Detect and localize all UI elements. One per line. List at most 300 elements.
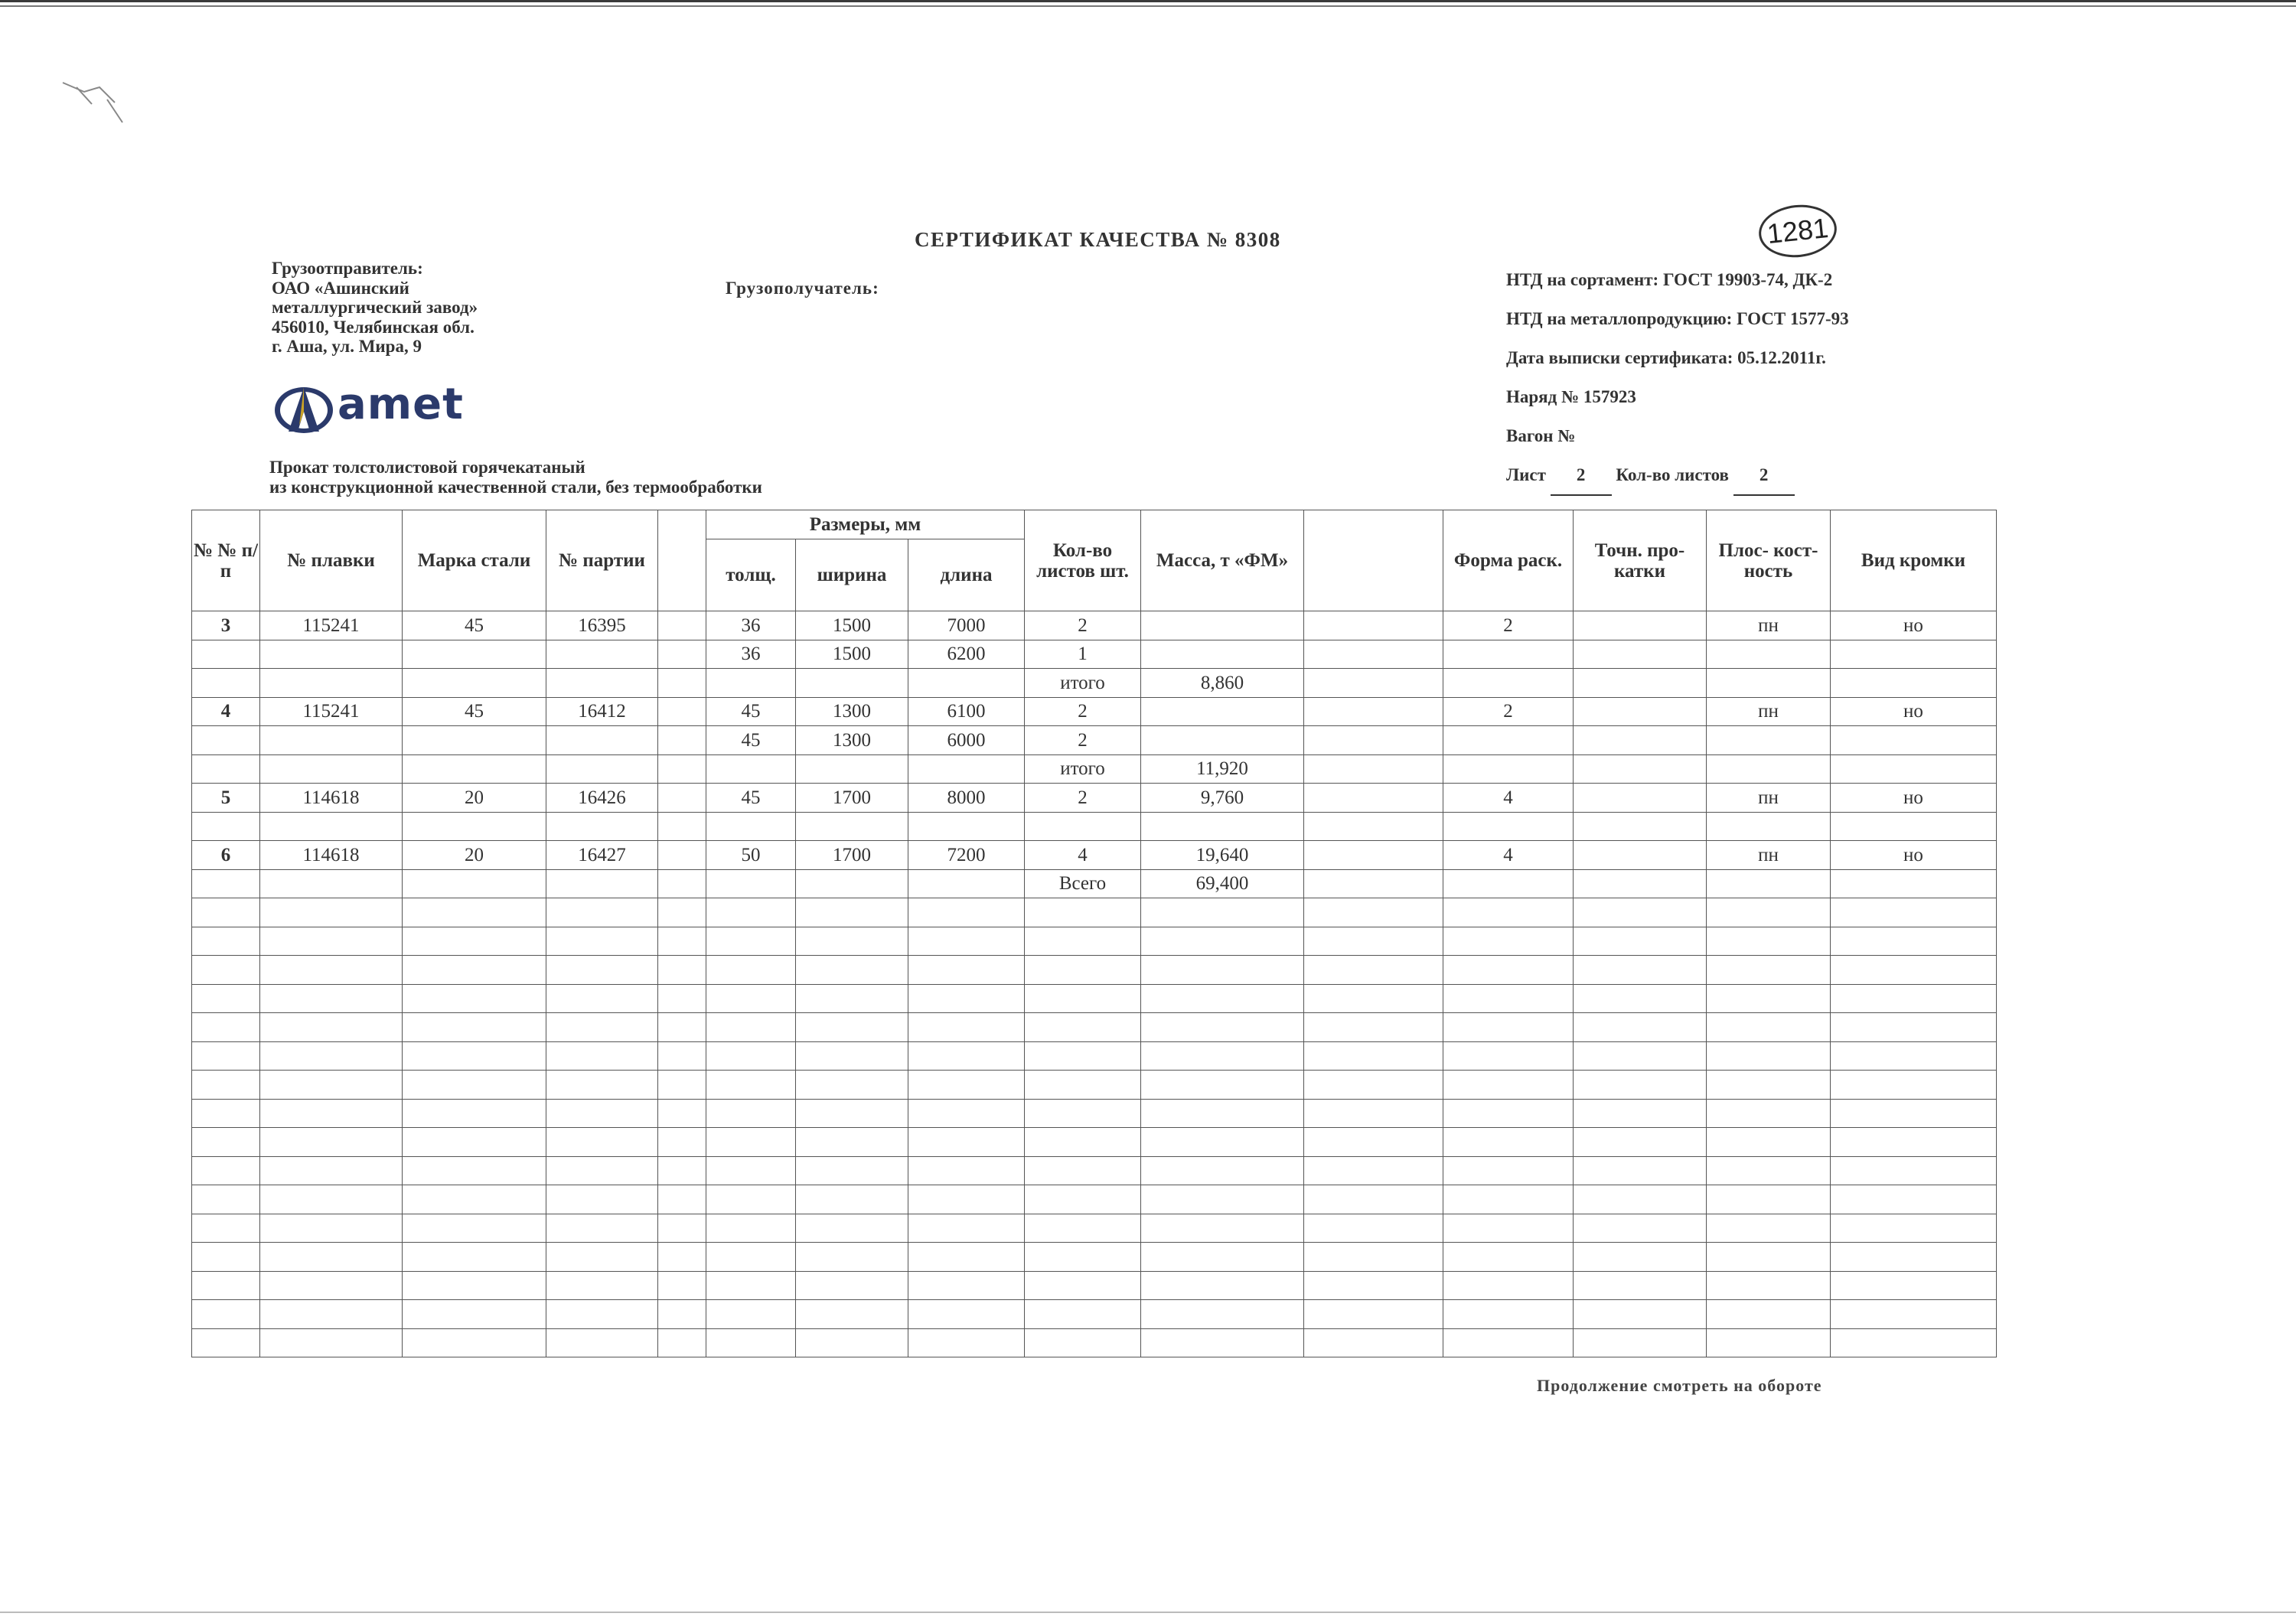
empty-cell — [658, 1185, 706, 1214]
empty-cell — [1443, 1071, 1574, 1100]
empty-cell — [546, 1185, 658, 1214]
empty-row — [192, 1328, 1997, 1357]
empty-cell — [908, 1271, 1025, 1300]
empty-cell — [1574, 1271, 1707, 1300]
empty-cell — [1141, 1300, 1304, 1329]
empty-cell — [192, 984, 260, 1013]
empty-row — [192, 1013, 1997, 1042]
sheets-count-value: 2 — [1733, 455, 1795, 496]
cell-heat — [260, 812, 403, 841]
cell-num — [192, 669, 260, 698]
empty-cell — [706, 1328, 796, 1357]
empty-row — [192, 1214, 1997, 1243]
cell-qty: 2 — [1025, 784, 1141, 813]
empty-cell — [260, 1041, 403, 1071]
table-row — [192, 697, 1997, 726]
empty-cell — [796, 1300, 908, 1329]
cell-num — [192, 726, 260, 755]
empty-cell — [908, 1214, 1025, 1243]
empty-cell — [546, 1099, 658, 1128]
empty-cell — [1707, 1013, 1831, 1042]
empty-cell — [546, 1013, 658, 1042]
empty-row — [192, 984, 1997, 1013]
empty-cell — [1574, 1041, 1707, 1071]
shipper-line4: г. Аша, ул. Мира, 9 — [272, 337, 422, 356]
cell-blank — [1304, 669, 1443, 698]
empty-cell — [796, 956, 908, 985]
empty-cell — [658, 1013, 706, 1042]
scan-artifact-scribble — [61, 77, 130, 130]
empty-cell — [1707, 1099, 1831, 1128]
empty-cell — [1574, 927, 1707, 956]
cell-width: 1700 — [796, 841, 908, 870]
empty-cell — [796, 1243, 908, 1272]
cell-flatness — [1707, 812, 1831, 841]
sheets-count-label: Кол-во листов — [1616, 465, 1729, 484]
empty-cell — [1141, 984, 1304, 1013]
empty-cell — [1304, 1128, 1443, 1157]
cell-precision — [1574, 669, 1707, 698]
empty-cell — [260, 898, 403, 927]
empty-cell — [546, 956, 658, 985]
header-form: Форма раск. — [1443, 510, 1574, 611]
empty-cell — [796, 1099, 908, 1128]
header-dimensions: Размеры, мм — [706, 510, 1025, 539]
empty-cell — [796, 898, 908, 927]
empty-cell — [260, 1071, 403, 1100]
empty-cell — [1707, 1156, 1831, 1185]
empty-cell — [1443, 898, 1574, 927]
empty-cell — [1443, 956, 1574, 985]
cell-precision — [1574, 726, 1707, 755]
empty-cell — [706, 1013, 796, 1042]
empty-cell — [706, 1271, 796, 1300]
cell-blank — [1304, 869, 1443, 898]
empty-cell — [908, 1156, 1025, 1185]
header-blank-1 — [658, 510, 706, 611]
header-flatness: Плос- кост- ность — [1707, 510, 1831, 611]
empty-row — [192, 1243, 1997, 1272]
cell-batch — [546, 669, 658, 698]
empty-cell — [1574, 898, 1707, 927]
empty-cell — [1025, 1071, 1141, 1100]
empty-cell — [1304, 927, 1443, 956]
empty-cell — [706, 927, 796, 956]
empty-cell — [260, 1128, 403, 1157]
cell-length — [908, 669, 1025, 698]
cell-blank — [658, 726, 706, 755]
empty-cell — [1304, 1041, 1443, 1071]
cell-thickness: 36 — [706, 640, 796, 669]
empty-cell — [908, 1185, 1025, 1214]
empty-cell — [192, 1013, 260, 1042]
amet-logo-icon — [273, 383, 334, 436]
empty-cell — [192, 956, 260, 985]
empty-cell — [658, 1156, 706, 1185]
empty-cell — [1304, 984, 1443, 1013]
empty-cell — [658, 1243, 706, 1272]
cell-mass: 8,860 — [1141, 669, 1304, 698]
ntd-metal: НТД на металлопродукцию: ГОСТ 1577-93 — [1506, 309, 1849, 328]
cell-grade — [403, 754, 546, 784]
empty-cell — [796, 1071, 908, 1100]
cell-num — [192, 640, 260, 669]
cell-blank — [658, 640, 706, 669]
cell-heat — [260, 669, 403, 698]
empty-cell — [192, 1185, 260, 1214]
empty-cell — [546, 1128, 658, 1157]
empty-cell — [796, 1328, 908, 1357]
empty-cell — [658, 1328, 706, 1357]
cell-qty: 2 — [1025, 697, 1141, 726]
cell-heat: 115241 — [260, 697, 403, 726]
empty-cell — [1141, 1128, 1304, 1157]
empty-cell — [706, 1071, 796, 1100]
cell-blank — [658, 697, 706, 726]
empty-cell — [706, 984, 796, 1013]
empty-cell — [546, 927, 658, 956]
cell-qty: 2 — [1025, 611, 1141, 640]
table-row — [192, 784, 1997, 813]
empty-cell — [260, 1300, 403, 1329]
order-number: Наряд № 157923 — [1506, 387, 1636, 406]
header-width: ширина — [796, 539, 908, 611]
empty-cell — [908, 1128, 1025, 1157]
cell-thickness: 45 — [706, 784, 796, 813]
empty-cell — [260, 956, 403, 985]
cell-qty — [1025, 812, 1141, 841]
cell-length: 7200 — [908, 841, 1025, 870]
empty-cell — [1304, 1300, 1443, 1329]
cell-blank — [1304, 841, 1443, 870]
empty-cell — [546, 984, 658, 1013]
empty-cell — [1141, 898, 1304, 927]
sheet-info — [1506, 455, 1849, 496]
empty-cell — [403, 1185, 546, 1214]
cell-thickness: 36 — [706, 611, 796, 640]
right-info-block — [1506, 260, 1849, 496]
empty-cell — [1574, 984, 1707, 1013]
cell-mass: 11,920 — [1141, 754, 1304, 784]
empty-row — [192, 1099, 1997, 1128]
empty-cell — [706, 1214, 796, 1243]
cell-length: 8000 — [908, 784, 1025, 813]
shipper-line2: металлургический завод» — [272, 298, 478, 317]
cell-edge — [1831, 754, 1997, 784]
cell-precision — [1574, 640, 1707, 669]
cell-grade: 45 — [403, 697, 546, 726]
cell-grade — [403, 726, 546, 755]
empty-cell — [1707, 1300, 1831, 1329]
cell-width — [796, 812, 908, 841]
empty-cell — [908, 984, 1025, 1013]
empty-cell — [1304, 1214, 1443, 1243]
empty-cell — [192, 1041, 260, 1071]
empty-cell — [1141, 1013, 1304, 1042]
cell-batch — [546, 812, 658, 841]
empty-cell — [1025, 956, 1141, 985]
empty-cell — [1025, 984, 1141, 1013]
empty-cell — [546, 898, 658, 927]
empty-cell — [908, 1013, 1025, 1042]
cell-blank — [658, 812, 706, 841]
empty-cell — [1025, 1099, 1141, 1128]
empty-cell — [1707, 1328, 1831, 1357]
cell-length — [908, 754, 1025, 784]
empty-cell — [403, 1243, 546, 1272]
empty-row — [192, 927, 1997, 956]
empty-cell — [1141, 1328, 1304, 1357]
empty-cell — [260, 1013, 403, 1042]
empty-cell — [1574, 1099, 1707, 1128]
empty-cell — [403, 1214, 546, 1243]
cell-edge — [1831, 640, 1997, 669]
empty-cell — [192, 1156, 260, 1185]
table-row — [192, 669, 1997, 698]
empty-cell — [260, 1185, 403, 1214]
header-num: № № п/п — [192, 510, 260, 611]
cell-num: 5 — [192, 784, 260, 813]
cell-flatness — [1707, 869, 1831, 898]
empty-cell — [706, 1099, 796, 1128]
empty-cell — [1574, 1128, 1707, 1157]
empty-cell — [1141, 1099, 1304, 1128]
cell-edge — [1831, 869, 1997, 898]
empty-cell — [908, 956, 1025, 985]
cell-blank — [658, 754, 706, 784]
header-edge: Вид кромки — [1831, 510, 1997, 611]
empty-cell — [192, 1128, 260, 1157]
empty-cell — [706, 1243, 796, 1272]
empty-cell — [260, 1214, 403, 1243]
empty-cell — [403, 1099, 546, 1128]
cell-width — [796, 669, 908, 698]
cell-blank — [658, 611, 706, 640]
cell-heat: 114618 — [260, 784, 403, 813]
product-line2: из конструкционной качественной стали, без термообработки — [269, 477, 762, 497]
empty-cell — [1443, 1185, 1574, 1214]
empty-cell — [1443, 927, 1574, 956]
empty-row — [192, 1071, 1997, 1100]
cell-batch — [546, 726, 658, 755]
empty-cell — [1304, 1328, 1443, 1357]
cell-flatness — [1707, 754, 1831, 784]
header-thickness: толщ. — [706, 539, 796, 611]
cell-qty: итого — [1025, 754, 1141, 784]
cell-grade — [403, 640, 546, 669]
empty-cell — [192, 898, 260, 927]
empty-cell — [1831, 1156, 1997, 1185]
cell-blank — [1304, 697, 1443, 726]
empty-cell — [546, 1041, 658, 1071]
cell-blank — [658, 841, 706, 870]
cell-precision — [1574, 812, 1707, 841]
issue-date: Дата выписки сертификата: 05.12.2011г. — [1506, 348, 1826, 367]
cell-width: 1500 — [796, 640, 908, 669]
cell-num: 4 — [192, 697, 260, 726]
cell-qty: Всего — [1025, 869, 1141, 898]
empty-cell — [706, 898, 796, 927]
empty-cell — [658, 1041, 706, 1071]
cell-batch: 16426 — [546, 784, 658, 813]
cell-num — [192, 754, 260, 784]
cell-form — [1443, 726, 1574, 755]
empty-row — [192, 898, 1997, 927]
shipper-line3: 456010, Челябинская обл. — [272, 317, 475, 337]
empty-cell — [908, 1071, 1025, 1100]
cell-blank — [1304, 726, 1443, 755]
cell-form — [1443, 669, 1574, 698]
empty-cell — [1443, 1328, 1574, 1357]
cell-precision — [1574, 611, 1707, 640]
empty-cell — [706, 1128, 796, 1157]
empty-cell — [546, 1328, 658, 1357]
header-qty: Кол-во листов шт. — [1025, 510, 1141, 611]
empty-cell — [1025, 1328, 1141, 1357]
empty-cell — [1707, 1243, 1831, 1272]
table-body — [192, 611, 1997, 1357]
empty-cell — [1831, 1243, 1997, 1272]
empty-cell — [1141, 1071, 1304, 1100]
empty-cell — [1443, 1041, 1574, 1071]
ntd-sortament: НТД на сортамент: ГОСТ 19903-74, ДК-2 — [1506, 270, 1833, 289]
empty-cell — [403, 898, 546, 927]
empty-cell — [1831, 927, 1997, 956]
header-precision: Точн. про- катки — [1574, 510, 1707, 611]
empty-cell — [658, 1099, 706, 1128]
empty-cell — [1304, 1071, 1443, 1100]
empty-cell — [1025, 1128, 1141, 1157]
cell-thickness — [706, 669, 796, 698]
empty-cell — [546, 1071, 658, 1100]
empty-cell — [1443, 984, 1574, 1013]
cell-edge — [1831, 726, 1997, 755]
logo-text: amet — [338, 380, 464, 429]
cell-thickness: 45 — [706, 726, 796, 755]
cell-edge: но — [1831, 697, 1997, 726]
empty-cell — [1574, 1185, 1707, 1214]
amet-logo — [273, 380, 518, 436]
header-heat: № плавки — [260, 510, 403, 611]
empty-cell — [1443, 1099, 1574, 1128]
empty-cell — [260, 984, 403, 1013]
cell-blank — [658, 869, 706, 898]
empty-cell — [1141, 1156, 1304, 1185]
certificate-title: СЕРТИФИКАТ КАЧЕСТВА № 8308 — [915, 228, 1281, 251]
cell-length — [908, 869, 1025, 898]
cell-length: 7000 — [908, 611, 1025, 640]
cell-form: 2 — [1443, 611, 1574, 640]
cell-thickness — [706, 869, 796, 898]
empty-cell — [192, 927, 260, 956]
empty-cell — [192, 1071, 260, 1100]
cell-form: 2 — [1443, 697, 1574, 726]
cell-grade — [403, 869, 546, 898]
cell-edge — [1831, 669, 1997, 698]
empty-cell — [1831, 898, 1997, 927]
empty-cell — [1831, 1271, 1997, 1300]
empty-cell — [1304, 1185, 1443, 1214]
empty-cell — [1831, 1099, 1997, 1128]
empty-cell — [1141, 1214, 1304, 1243]
empty-cell — [260, 1099, 403, 1128]
empty-cell — [546, 1300, 658, 1329]
cell-flatness — [1707, 640, 1831, 669]
cell-flatness: пн — [1707, 784, 1831, 813]
cell-width: 1500 — [796, 611, 908, 640]
cell-batch: 16395 — [546, 611, 658, 640]
empty-cell — [1707, 1071, 1831, 1100]
empty-cell — [1707, 898, 1831, 927]
empty-cell — [1025, 1214, 1141, 1243]
header-mass: Масса, т «ФМ» — [1141, 510, 1304, 611]
empty-cell — [192, 1243, 260, 1272]
empty-cell — [706, 956, 796, 985]
cell-edge — [1831, 812, 1997, 841]
cell-blank — [1304, 611, 1443, 640]
empty-cell — [1831, 1185, 1997, 1214]
cell-grade — [403, 669, 546, 698]
empty-cell — [1574, 956, 1707, 985]
empty-cell — [403, 1328, 546, 1357]
empty-cell — [1707, 956, 1831, 985]
cell-length — [908, 812, 1025, 841]
empty-cell — [1707, 1041, 1831, 1071]
empty-cell — [403, 956, 546, 985]
cell-heat: 115241 — [260, 611, 403, 640]
empty-cell — [1025, 927, 1141, 956]
cell-form — [1443, 640, 1574, 669]
empty-cell — [796, 984, 908, 1013]
empty-cell — [1443, 1243, 1574, 1272]
empty-cell — [1707, 984, 1831, 1013]
cell-mass — [1141, 697, 1304, 726]
cell-precision — [1574, 754, 1707, 784]
empty-cell — [1707, 1214, 1831, 1243]
empty-row — [192, 1156, 1997, 1185]
empty-cell — [1707, 1271, 1831, 1300]
cell-length: 6200 — [908, 640, 1025, 669]
empty-cell — [1831, 1013, 1997, 1042]
cell-flatness — [1707, 726, 1831, 755]
cell-flatness — [1707, 669, 1831, 698]
cell-thickness: 50 — [706, 841, 796, 870]
empty-row — [192, 1128, 1997, 1157]
table-row — [192, 611, 1997, 640]
cell-width: 1300 — [796, 726, 908, 755]
empty-cell — [1304, 1156, 1443, 1185]
empty-cell — [1831, 984, 1997, 1013]
empty-cell — [658, 1300, 706, 1329]
empty-cell — [403, 1300, 546, 1329]
cell-blank — [1304, 784, 1443, 813]
table-row — [192, 812, 1997, 841]
cell-heat — [260, 754, 403, 784]
empty-cell — [1831, 1214, 1997, 1243]
empty-cell — [1831, 956, 1997, 985]
cell-num — [192, 869, 260, 898]
empty-cell — [403, 1071, 546, 1100]
continuation-note: Продолжение смотреть на обороте — [1537, 1376, 1822, 1395]
empty-cell — [1141, 1041, 1304, 1071]
cell-mass — [1141, 726, 1304, 755]
cell-heat — [260, 726, 403, 755]
empty-cell — [1025, 1156, 1141, 1185]
empty-cell — [658, 1071, 706, 1100]
cell-width — [796, 754, 908, 784]
cell-mass — [1141, 640, 1304, 669]
table-row — [192, 754, 1997, 784]
